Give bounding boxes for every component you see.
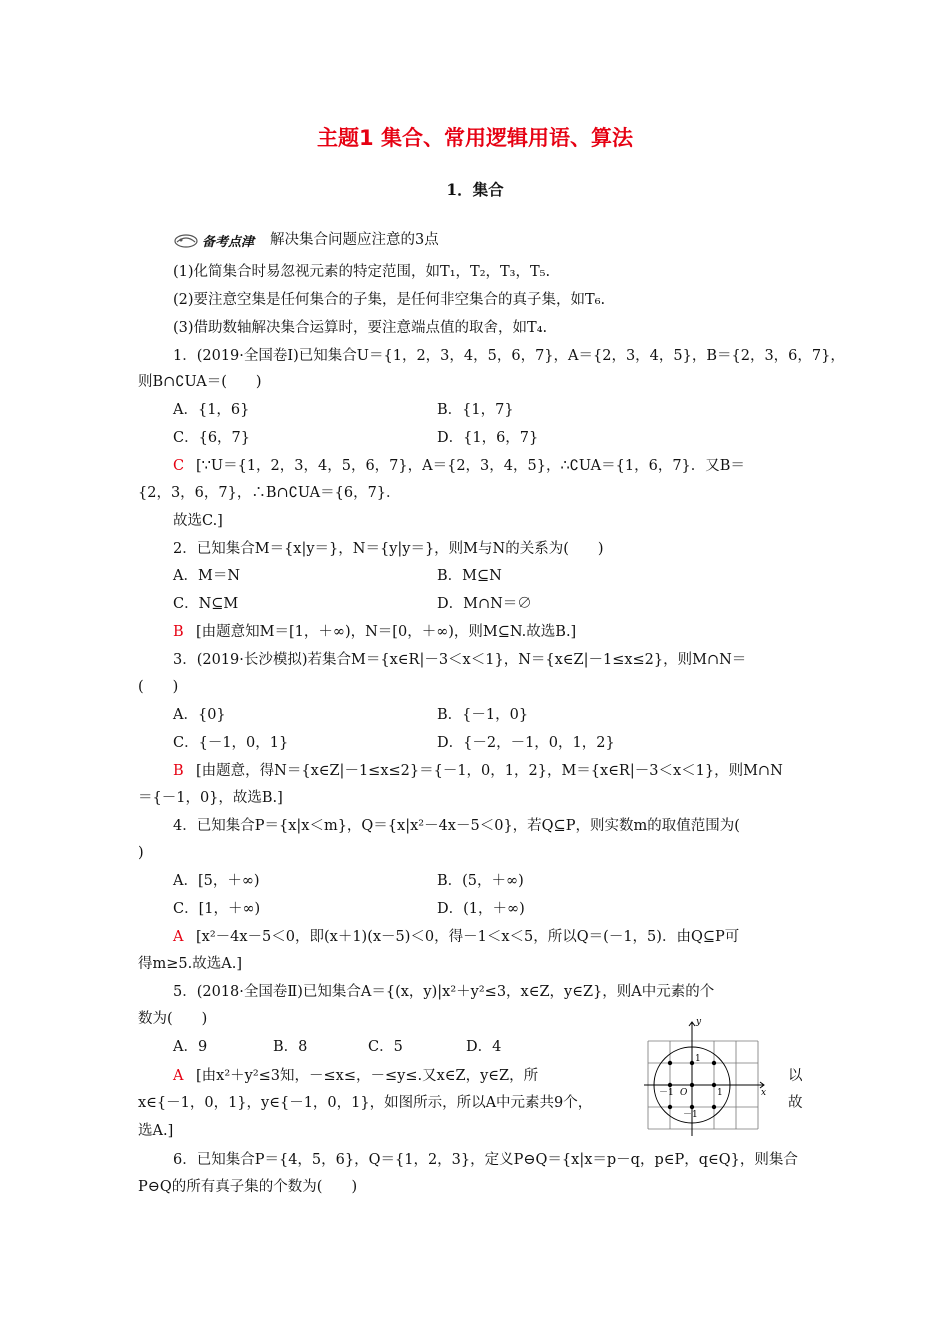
- q6-stem: 6．已知集合P＝{4，5，6}，Q＝{1，2，3}，定义P⊖Q＝{x|x＝p－q，p∈P，q∈Q}，则集合: [173, 1152, 798, 1168]
- q5-option-a: A．9: [173, 1039, 208, 1055]
- q1-solution: [∵U＝{1，2，3，4，5，6，7}，A＝{2，3，4，5}，∴∁UA＝{1，6，7}．又B＝: [196, 458, 745, 474]
- q5-stem: 5．(2018·全国卷Ⅱ)已知集合A＝{(x，y)|x²＋y²≤3，x∈Z，y∈Z}，则A中元素的个: [173, 984, 715, 1000]
- q3-option-d: D．{－2，－1，0，1，2}: [437, 735, 615, 751]
- q4-stem: 4．已知集合P＝{x|x＜m}，Q＝{x|x²－4x－5＜0}，若Q⊆P，则实数m的取值范围为(: [173, 818, 740, 834]
- q5-solution-tail: 以: [788, 1068, 803, 1084]
- figure-tick-y-pos: 1: [695, 1054, 701, 1064]
- q2-option-c: C．N⊆M: [173, 596, 239, 612]
- q2-option-d: D．M∩N＝∅: [437, 596, 532, 612]
- q2-stem: 2．已知集合M＝{x|y＝}，N＝{y|y＝}，则M与N的关系为( ): [173, 541, 604, 557]
- figure-origin-label: O: [680, 1088, 688, 1098]
- figure-tick-y-neg: －1: [683, 1110, 698, 1120]
- figure-axis-y-label: y: [696, 1018, 702, 1027]
- q1-option-b: B．{1，7}: [437, 402, 514, 418]
- tip-badge: [173, 230, 254, 250]
- q1-option-a: A．{1，6}: [173, 402, 250, 418]
- q5-answer: A: [173, 1068, 184, 1084]
- figure-axis-x-label: x: [761, 1088, 767, 1098]
- tip-point: (1)化简集合时易忽视元素的特定范围，如T₁，T₂，T₃，T₅.: [173, 264, 551, 280]
- tip-point: (2)要注意空集是任何集合的子集，是任何非空集合的真子集，如T₆.: [173, 292, 606, 308]
- figure-tick-x-pos: 1: [717, 1088, 723, 1098]
- q4-option-b: B．(5，＋∞): [437, 873, 524, 889]
- q5-solution-end: 选A.]: [138, 1123, 174, 1139]
- q1-option-c: C．{6，7}: [173, 430, 250, 446]
- q5-option-c: C．5: [368, 1039, 403, 1055]
- q1-stem-cont: 则B∩∁UA＝( ): [138, 374, 262, 390]
- q1-stem: 1．(2019·全国卷Ⅰ)已知集合U＝{1，2，3，4，5，6，7}，A＝{2，3，4，5}，B＝{2，3，6，7}，: [173, 348, 845, 364]
- q6-stem-cont: P⊖Q的所有真子集的个数为( ): [138, 1179, 358, 1195]
- q5-option-b: B．8: [273, 1039, 308, 1055]
- q1-solution-end: 故选C.]: [173, 513, 223, 529]
- q5-stem-cont: 数为( ): [138, 1011, 208, 1027]
- q5-option-d: D．4: [466, 1039, 502, 1055]
- q2-solution: [由题意知M＝[1，＋∞)，N＝[0，＋∞)，则M⊆N.故选B.]: [196, 624, 577, 640]
- q3-option-c: C．{－1，0，1}: [173, 735, 289, 751]
- q5-solution-cont: x∈{－1，0，1}，y∈{－1，0，1}，如图所示，所以A中元素共9个，: [138, 1095, 593, 1111]
- q2-option-a: A．M＝N: [173, 568, 241, 584]
- q4-option-d: D．(1，＋∞): [437, 901, 525, 917]
- tip-badge-label: 备考点津: [202, 234, 255, 250]
- q5-solution-tail: 故: [788, 1095, 803, 1111]
- q3-option-b: B．{－1，0}: [437, 707, 529, 723]
- q1-solution-cont: {2，3，6，7}，∴B∩∁UA＝{6，7}．: [138, 485, 401, 501]
- q4-solution: [x²－4x－5＜0，即(x＋1)(x－5)＜0，得－1＜x＜5，所以Q＝(－1，5)．由Q⊆P可: [196, 929, 740, 945]
- q3-solution: [由题意，得N＝{x∈Z|－1≤x≤2}＝{－1，0，1，2}，M＝{x∈R|－3＜x＜1}，则M∩N: [196, 763, 783, 779]
- q3-option-a: A．{0}: [173, 707, 226, 723]
- q2-answer: B: [173, 624, 184, 640]
- q4-answer: A: [173, 929, 184, 945]
- q4-stem-cont: ): [138, 845, 144, 861]
- q3-answer: B: [173, 763, 184, 779]
- section-heading: 1．集合: [446, 180, 504, 199]
- q5-solution: [由x²＋y²≤3知，－≤x≤，－≤y≤.又x∈Z，y∈Z，所: [196, 1068, 539, 1084]
- q3-stem-cont: ( ): [138, 679, 179, 695]
- q1-option-d: D．{1，6，7}: [437, 430, 539, 446]
- lattice-circle-figure: [640, 1018, 770, 1140]
- q4-solution-cont: 得m≥5.故选A.]: [138, 956, 242, 972]
- book-icon: [173, 232, 199, 248]
- q3-solution-cont: ＝{－1，0}，故选B.]: [138, 790, 283, 806]
- q3-stem: 3．(2019·长沙模拟)若集合M＝{x∈R|－3＜x＜1}，N＝{x∈Z|－1≤x≤2}，则M∩N＝: [173, 652, 747, 668]
- page-title: 主题1 集合、常用逻辑用语、算法: [317, 126, 633, 150]
- tip-heading: 解决集合问题应注意的3点: [270, 232, 439, 248]
- q4-option-c: C．[1，＋∞): [173, 901, 261, 917]
- figure-tick-x-neg: －1: [659, 1088, 674, 1098]
- q2-option-b: B．M⊆N: [437, 568, 502, 584]
- tip-point: (3)借助数轴解决集合运算时，要注意端点值的取舍，如T₄.: [173, 320, 548, 336]
- q1-answer: C: [173, 458, 185, 474]
- q4-option-a: A．[5，＋∞): [173, 873, 260, 889]
